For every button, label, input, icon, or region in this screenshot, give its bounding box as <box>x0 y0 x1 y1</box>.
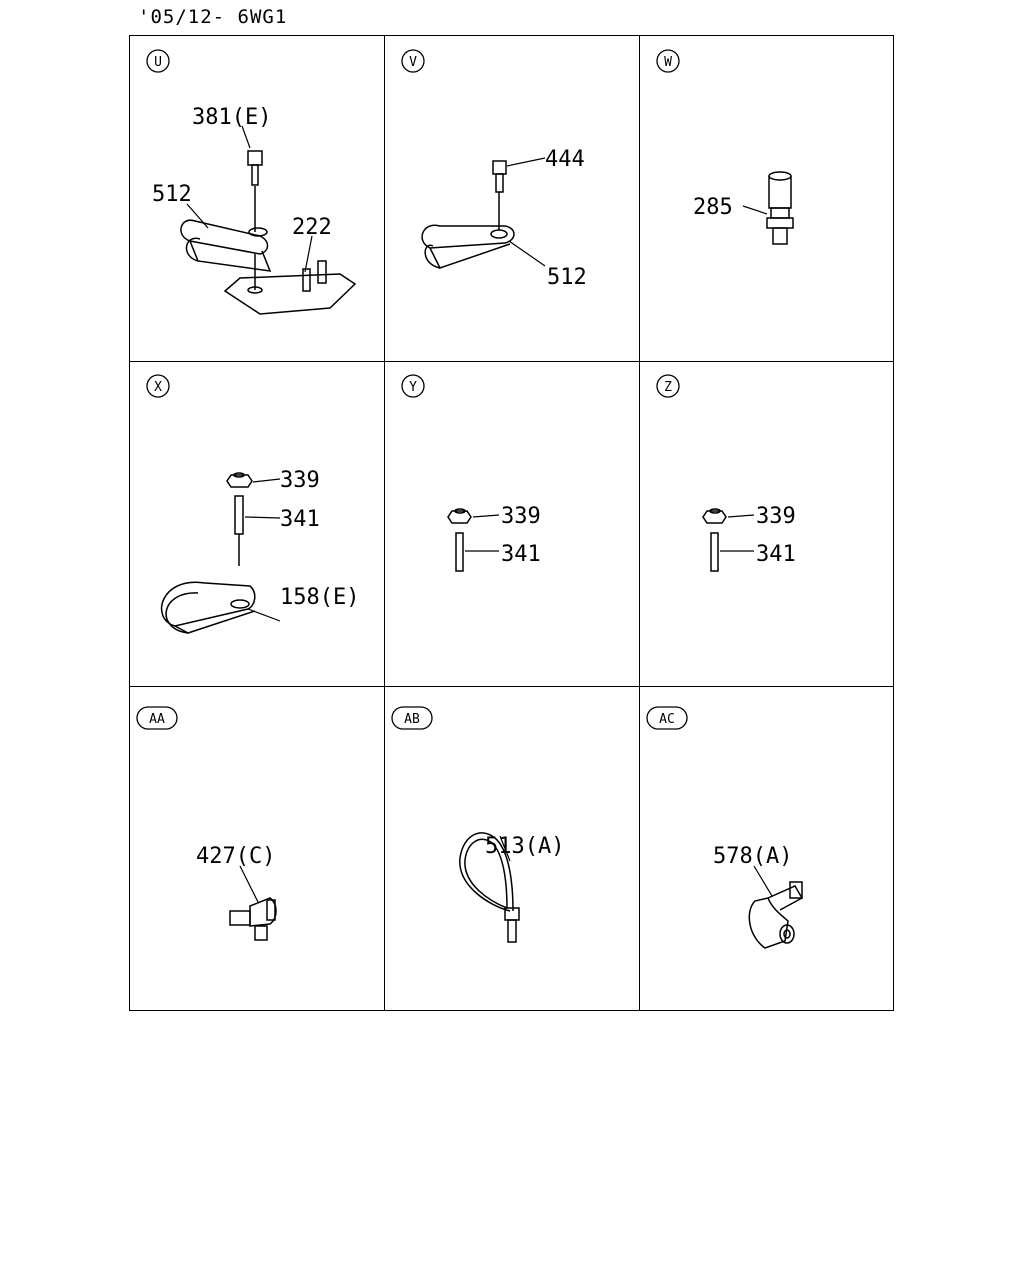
panel-id-label: AB <box>404 712 420 727</box>
leader-lines <box>465 515 499 551</box>
panel-ab <box>385 686 640 1011</box>
part-number-label: 339 <box>756 504 796 529</box>
panel-id-label: W <box>664 55 672 70</box>
stud-icon <box>711 533 718 571</box>
panel-aa <box>130 686 385 1011</box>
leader-lines <box>720 515 754 551</box>
panel-id-label: AA <box>149 712 165 727</box>
panel-id-label: V <box>409 55 417 70</box>
panel-id-label: Y <box>409 380 417 395</box>
panel-id-badge <box>402 50 424 72</box>
diagram-code-header: '05/12- 6WG1 <box>138 6 288 28</box>
panel-id-badge <box>657 50 679 72</box>
bolt-icon <box>493 161 506 230</box>
bracket-plate-drawing <box>225 254 355 314</box>
panel-id-label: AC <box>659 712 675 727</box>
stud-icon <box>235 496 243 566</box>
panel-z <box>640 361 895 686</box>
part-number-label: 427(C) <box>196 844 276 869</box>
leader-line <box>754 866 772 896</box>
panel-w <box>640 36 895 361</box>
stud-icon <box>456 533 463 571</box>
part-number-label: 513(A) <box>485 834 565 859</box>
part-number-label: 341 <box>280 507 320 532</box>
panel-u <box>130 36 385 361</box>
panel-ac <box>640 686 895 1011</box>
panel-id-badge <box>392 707 432 729</box>
panel-id-label: X <box>154 380 162 395</box>
elbow-fitting-icon <box>230 898 276 940</box>
panel-id-badge <box>137 707 177 729</box>
part-number-label: 444 <box>545 147 585 172</box>
clip-drawing <box>162 582 255 633</box>
clip-drawing <box>181 220 270 271</box>
panel-y <box>385 361 640 686</box>
nut-icon <box>703 509 726 523</box>
part-number-label: 512 <box>152 182 192 207</box>
part-number-label: 285 <box>693 195 733 220</box>
panel-id-badge <box>657 375 679 397</box>
part-number-label: 158(E) <box>280 585 360 610</box>
part-number-label: 512 <box>547 265 587 290</box>
panel-id-label: U <box>154 55 162 70</box>
leader-lines <box>245 479 280 621</box>
panel-id-label: Z <box>664 380 672 395</box>
panel-id-badge <box>647 707 687 729</box>
elbow-fitting-icon <box>749 882 802 948</box>
leader-lines <box>507 158 545 266</box>
part-number-label: 381(E) <box>192 105 272 130</box>
leader-line <box>240 866 258 902</box>
fitting-icon <box>767 172 793 244</box>
panel-x <box>130 361 385 686</box>
panel-v <box>385 36 640 361</box>
nut-icon <box>227 473 252 487</box>
panel-id-badge <box>147 50 169 72</box>
part-number-label: 339 <box>501 504 541 529</box>
part-number-label: 578(A) <box>713 844 793 869</box>
part-number-label: 341 <box>501 542 541 567</box>
panel-id-badge <box>402 375 424 397</box>
bolt-icon <box>248 151 262 232</box>
leader-line <box>743 206 767 214</box>
part-number-label: 339 <box>280 468 320 493</box>
part-number-label: 341 <box>756 542 796 567</box>
part-number-label: 222 <box>292 215 332 240</box>
leader-lines <box>187 126 312 272</box>
panel-id-badge <box>147 375 169 397</box>
nut-icon <box>448 509 471 523</box>
parts-grid <box>129 35 894 1011</box>
clip-drawing <box>422 225 514 268</box>
